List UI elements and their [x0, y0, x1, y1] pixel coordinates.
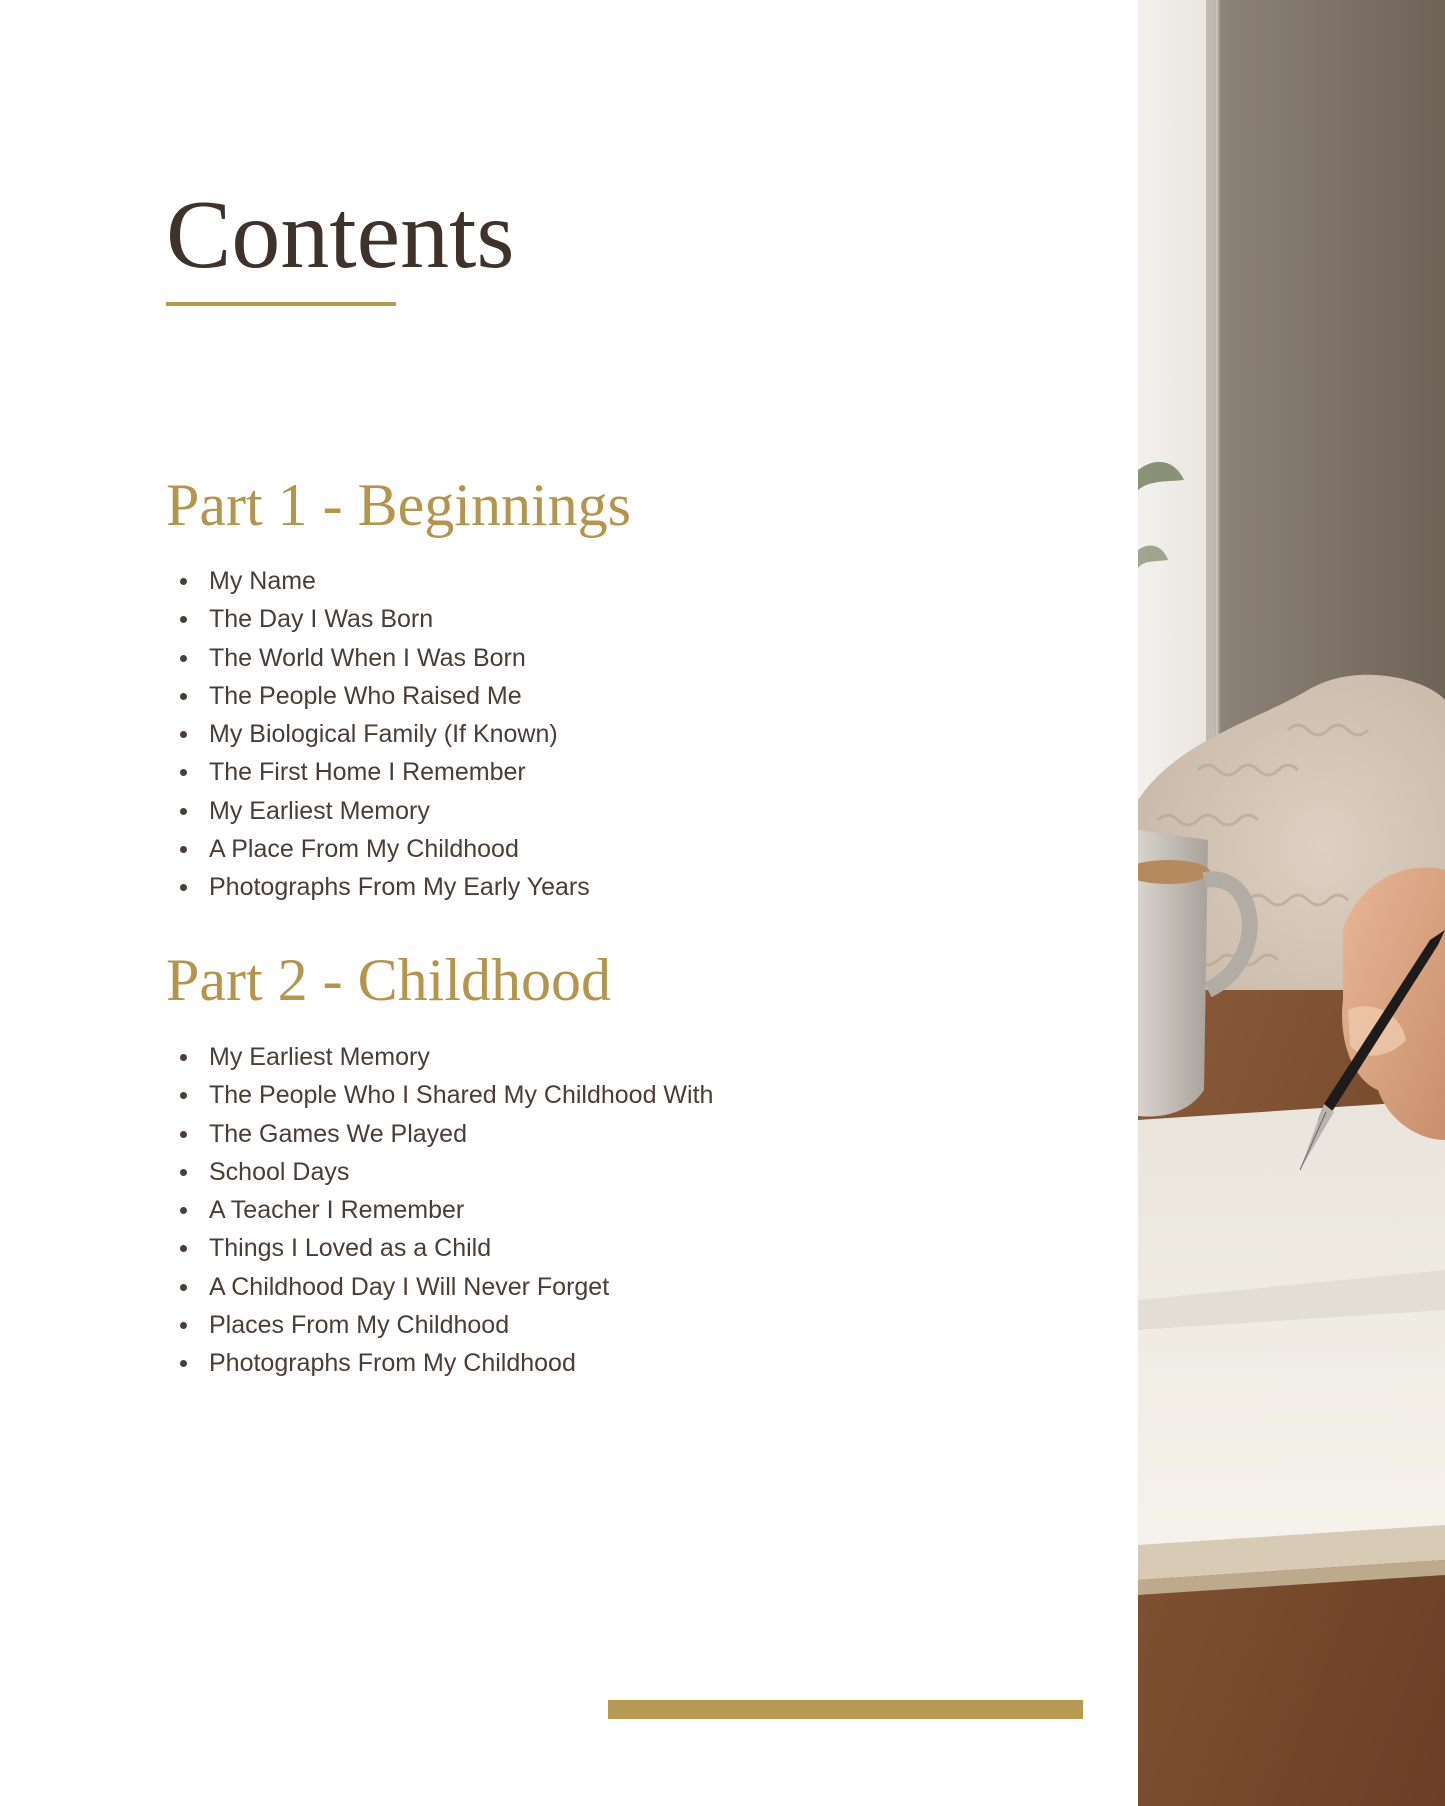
- list-item-label: The First Home I Remember: [209, 758, 526, 787]
- photo-illustration: [1138, 0, 1445, 1806]
- list-item[interactable]: [166, 1115, 713, 1153]
- list-item-label: Things I Loved as a Child: [209, 1234, 492, 1263]
- list-item[interactable]: [166, 1153, 713, 1191]
- bullet-icon: [180, 1054, 187, 1061]
- list-item[interactable]: [166, 1191, 713, 1229]
- bullet-icon: [180, 884, 187, 891]
- list-item-label: A Childhood Day I Will Never Forget: [209, 1272, 610, 1301]
- bullet-icon: [180, 808, 187, 815]
- list-item-label: The Games We Played: [209, 1119, 467, 1148]
- bullet-icon: [180, 655, 187, 662]
- section-list-part-1: [166, 562, 590, 907]
- list-item-label: A Place From My Childhood: [209, 835, 519, 864]
- list-item-label: My Biological Family (If Known): [209, 720, 558, 749]
- list-item[interactable]: [166, 600, 590, 638]
- bullet-icon: [180, 1322, 187, 1329]
- bullet-icon: [180, 846, 187, 853]
- bullet-icon: [180, 1245, 187, 1252]
- bullet-icon: [180, 1169, 187, 1176]
- bullet-icon: [180, 731, 187, 738]
- list-item-label: My Name: [209, 567, 316, 595]
- list-item[interactable]: [166, 868, 590, 906]
- list-item-label: My Earliest Memory: [209, 796, 430, 825]
- list-item[interactable]: [166, 1344, 713, 1382]
- bullet-icon: [180, 769, 187, 776]
- list-item[interactable]: [166, 639, 590, 677]
- bullet-icon: [180, 578, 187, 585]
- list-item[interactable]: [166, 1038, 713, 1076]
- list-item-label: The People Who I Shared My Childhood With: [209, 1081, 714, 1110]
- list-item-label: Places From My Childhood: [209, 1311, 510, 1340]
- bullet-icon: [180, 1092, 187, 1099]
- list-item[interactable]: [166, 677, 590, 715]
- section-list-part-2: [166, 1038, 713, 1383]
- list-item[interactable]: [166, 753, 590, 791]
- section-heading-part-1: Part 1 - Beginnings: [166, 472, 631, 538]
- list-item-label: The World When I Was Born: [209, 643, 526, 672]
- list-item[interactable]: [166, 562, 590, 600]
- list-item[interactable]: [166, 1076, 713, 1114]
- list-item-label: School Days: [209, 1157, 350, 1186]
- bullet-icon: [180, 693, 187, 700]
- list-item[interactable]: [166, 1306, 713, 1344]
- bullet-icon: [180, 616, 187, 623]
- list-item[interactable]: [166, 715, 590, 753]
- title-underline: [166, 302, 396, 306]
- list-item[interactable]: [166, 792, 590, 830]
- section-heading-part-2: Part 2 - Childhood: [166, 947, 611, 1013]
- list-item-label: The Day I Was Born: [209, 605, 434, 634]
- bullet-icon: [180, 1284, 187, 1291]
- footer-accent-bar: [608, 1700, 1083, 1719]
- bullet-icon: [180, 1131, 187, 1138]
- list-item-label: My Earliest Memory: [209, 1043, 430, 1071]
- list-item[interactable]: [166, 1268, 713, 1306]
- list-item-label: Photographs From My Early Years: [209, 873, 590, 902]
- bullet-icon: [180, 1207, 187, 1214]
- list-item-label: A Teacher I Remember: [209, 1196, 465, 1225]
- list-item[interactable]: [166, 830, 590, 868]
- list-item[interactable]: [166, 1229, 713, 1267]
- list-item-label: Photographs From My Childhood: [209, 1349, 576, 1378]
- page-title: Contents: [166, 181, 515, 289]
- writing-with-pen-photo: [1138, 0, 1445, 1806]
- bullet-icon: [180, 1360, 187, 1367]
- list-item-label: The People Who Raised Me: [209, 681, 522, 710]
